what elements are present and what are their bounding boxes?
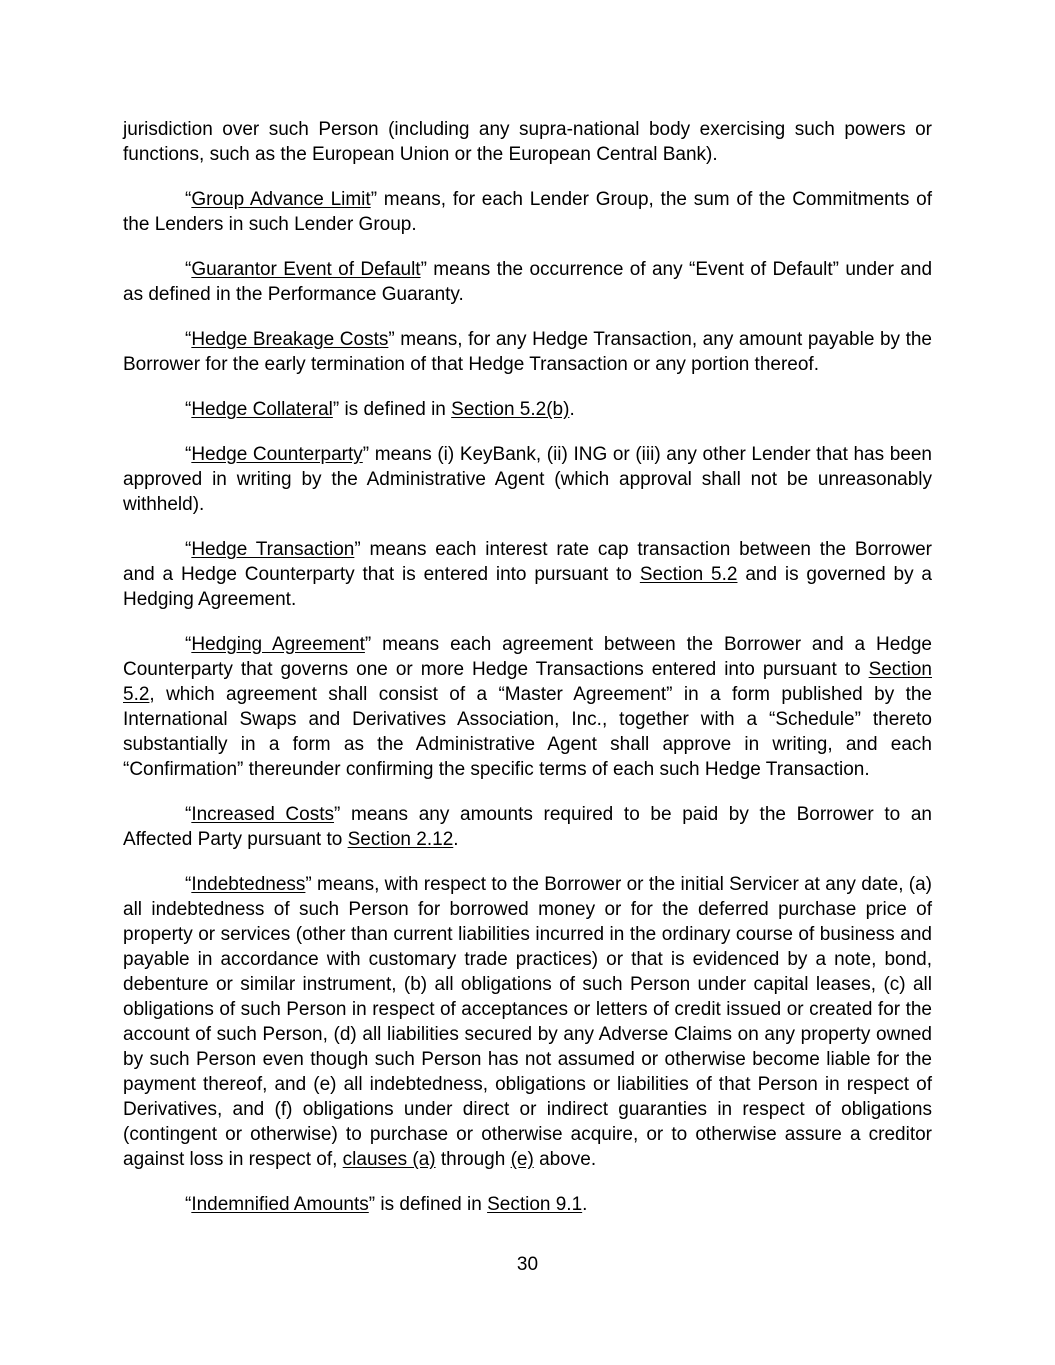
paragraph xyxy=(123,632,932,782)
text-run: “ xyxy=(185,444,192,465)
text-run: “ xyxy=(185,189,192,210)
text-run: “ xyxy=(185,634,192,655)
text-run: ” is defined in xyxy=(332,399,452,420)
text-run: “ xyxy=(185,874,192,895)
text-run: and is governed by a Hedging Agreement. xyxy=(123,564,932,610)
text-run: through xyxy=(435,1149,511,1170)
underlined-term: Increased Costs xyxy=(191,804,335,825)
underlined-term: Indemnified Amounts xyxy=(191,1194,369,1215)
text-run: ” means, with respect to the Borrower or the initial Servicer at any date, (a) all indebtedness of such Person for borrowed money or for the deferred purchase price of property or services (other than current liabilities incurred in the ordinary course of business and payable in accordance with customary trade practices) or that is evidenced by a note, bond, debenture or similar instrument, (b) all obligations of such Person under capital leases, (c) all obligations of such Person in respect of acceptances or letters of credit issued or created for the account of such Person, (d) all liabilities secured by any Adverse Claims on any property owned by such Person even though such Person has not assumed or otherwise become liable for the payment thereof, and (e) all indebtedness, obligations or liabilities of that Person in respect of Derivatives, and (f) obligations under direct or indirect guaranties in respect of obligations (contingent or otherwise) to purchase or otherwise acquire, or to otherwise assure a creditor against loss in respect of, xyxy=(123,874,932,1170)
underlined-term: Section 5.2 xyxy=(639,564,738,585)
page-number: 30 xyxy=(516,1254,539,1275)
text-run: . xyxy=(582,1194,588,1215)
text-run: ” means any amounts required to be paid by the Borrower to an Affected Party pursuant to xyxy=(123,804,932,850)
text-run: ” means the occurrence of any “Event of Default” under and as defined in the Performance Guaranty. xyxy=(123,259,933,305)
underlined-term: Section 2.12 xyxy=(347,829,454,850)
paragraph xyxy=(123,257,932,307)
text-run: ” means each interest rate cap transaction between the Borrower and a Hedge Counterparty that is entered into pursuant to xyxy=(123,539,932,585)
underlined-term: Group Advance Limit xyxy=(191,189,371,210)
underlined-term: Section 9.1 xyxy=(487,1194,583,1215)
text-run: jurisdiction over such Person (including any supra-national body exercising such powers or functions, such as the European Union or the European Central Bank). xyxy=(123,119,932,165)
underlined-term: Indebtedness xyxy=(191,874,306,895)
text-run: “ xyxy=(185,259,192,280)
text-run: . xyxy=(453,829,459,850)
text-run: ” means, for each Lender Group, the sum of the Commitments of the Lenders in such Lender Group. xyxy=(123,189,932,235)
paragraph xyxy=(123,872,932,1172)
text-run: “ xyxy=(185,1194,192,1215)
text-run: , which agreement shall consist of a “Master Agreement” in a form published by the International Swaps and Derivatives Association, Inc., together with a “Schedule” thereto substantially in a form as the Administrative Agent shall approve in writing, and each “Confirmation” thereunder confirming the specific terms of each such Hedge Transaction. xyxy=(123,684,932,780)
underlined-term: Hedge Transaction xyxy=(191,539,355,560)
paragraph xyxy=(123,537,932,612)
underlined-term: Guarantor Event of Default xyxy=(191,259,421,280)
text-run: . xyxy=(569,399,575,420)
paragraph xyxy=(123,397,932,422)
text-run: “ xyxy=(185,539,192,560)
paragraph xyxy=(123,442,932,517)
paragraph xyxy=(123,117,932,167)
text-run: ” means, for any Hedge Transaction, any amount payable by the Borrower for the early termination of that Hedge Transaction or any portion thereof. xyxy=(123,329,932,375)
paragraph xyxy=(123,327,932,377)
underlined-term: (e) xyxy=(510,1149,534,1170)
text-run: ” means each agreement between the Borrower and a Hedge Counterparty that governs one or more Hedge Transactions entered into pursuant to xyxy=(123,634,932,680)
text-run: above. xyxy=(533,1149,597,1170)
underlined-term: clauses (a) xyxy=(342,1149,436,1170)
text-run: “ xyxy=(185,399,192,420)
paragraph xyxy=(123,187,932,237)
text-run: “ xyxy=(185,329,192,350)
document-body xyxy=(123,117,932,1237)
underlined-term: Section 5.2(b) xyxy=(451,399,570,420)
underlined-term: Hedge Collateral xyxy=(191,399,333,420)
text-run: “ xyxy=(185,804,192,825)
underlined-term: Section 5.2 xyxy=(123,659,932,705)
underlined-term: Hedging Agreement xyxy=(191,634,365,655)
text-run: ” is defined in xyxy=(368,1194,488,1215)
underlined-term: Hedge Counterparty xyxy=(191,444,363,465)
text-run: ” means (i) KeyBank, (ii) ING or (iii) any other Lender that has been approved in writing by the Administrative Agent (which approval shall not be unreasonably withheld). xyxy=(123,444,932,515)
underlined-term: Hedge Breakage Costs xyxy=(191,329,389,350)
paragraph xyxy=(123,802,932,852)
paragraph xyxy=(123,1192,932,1217)
